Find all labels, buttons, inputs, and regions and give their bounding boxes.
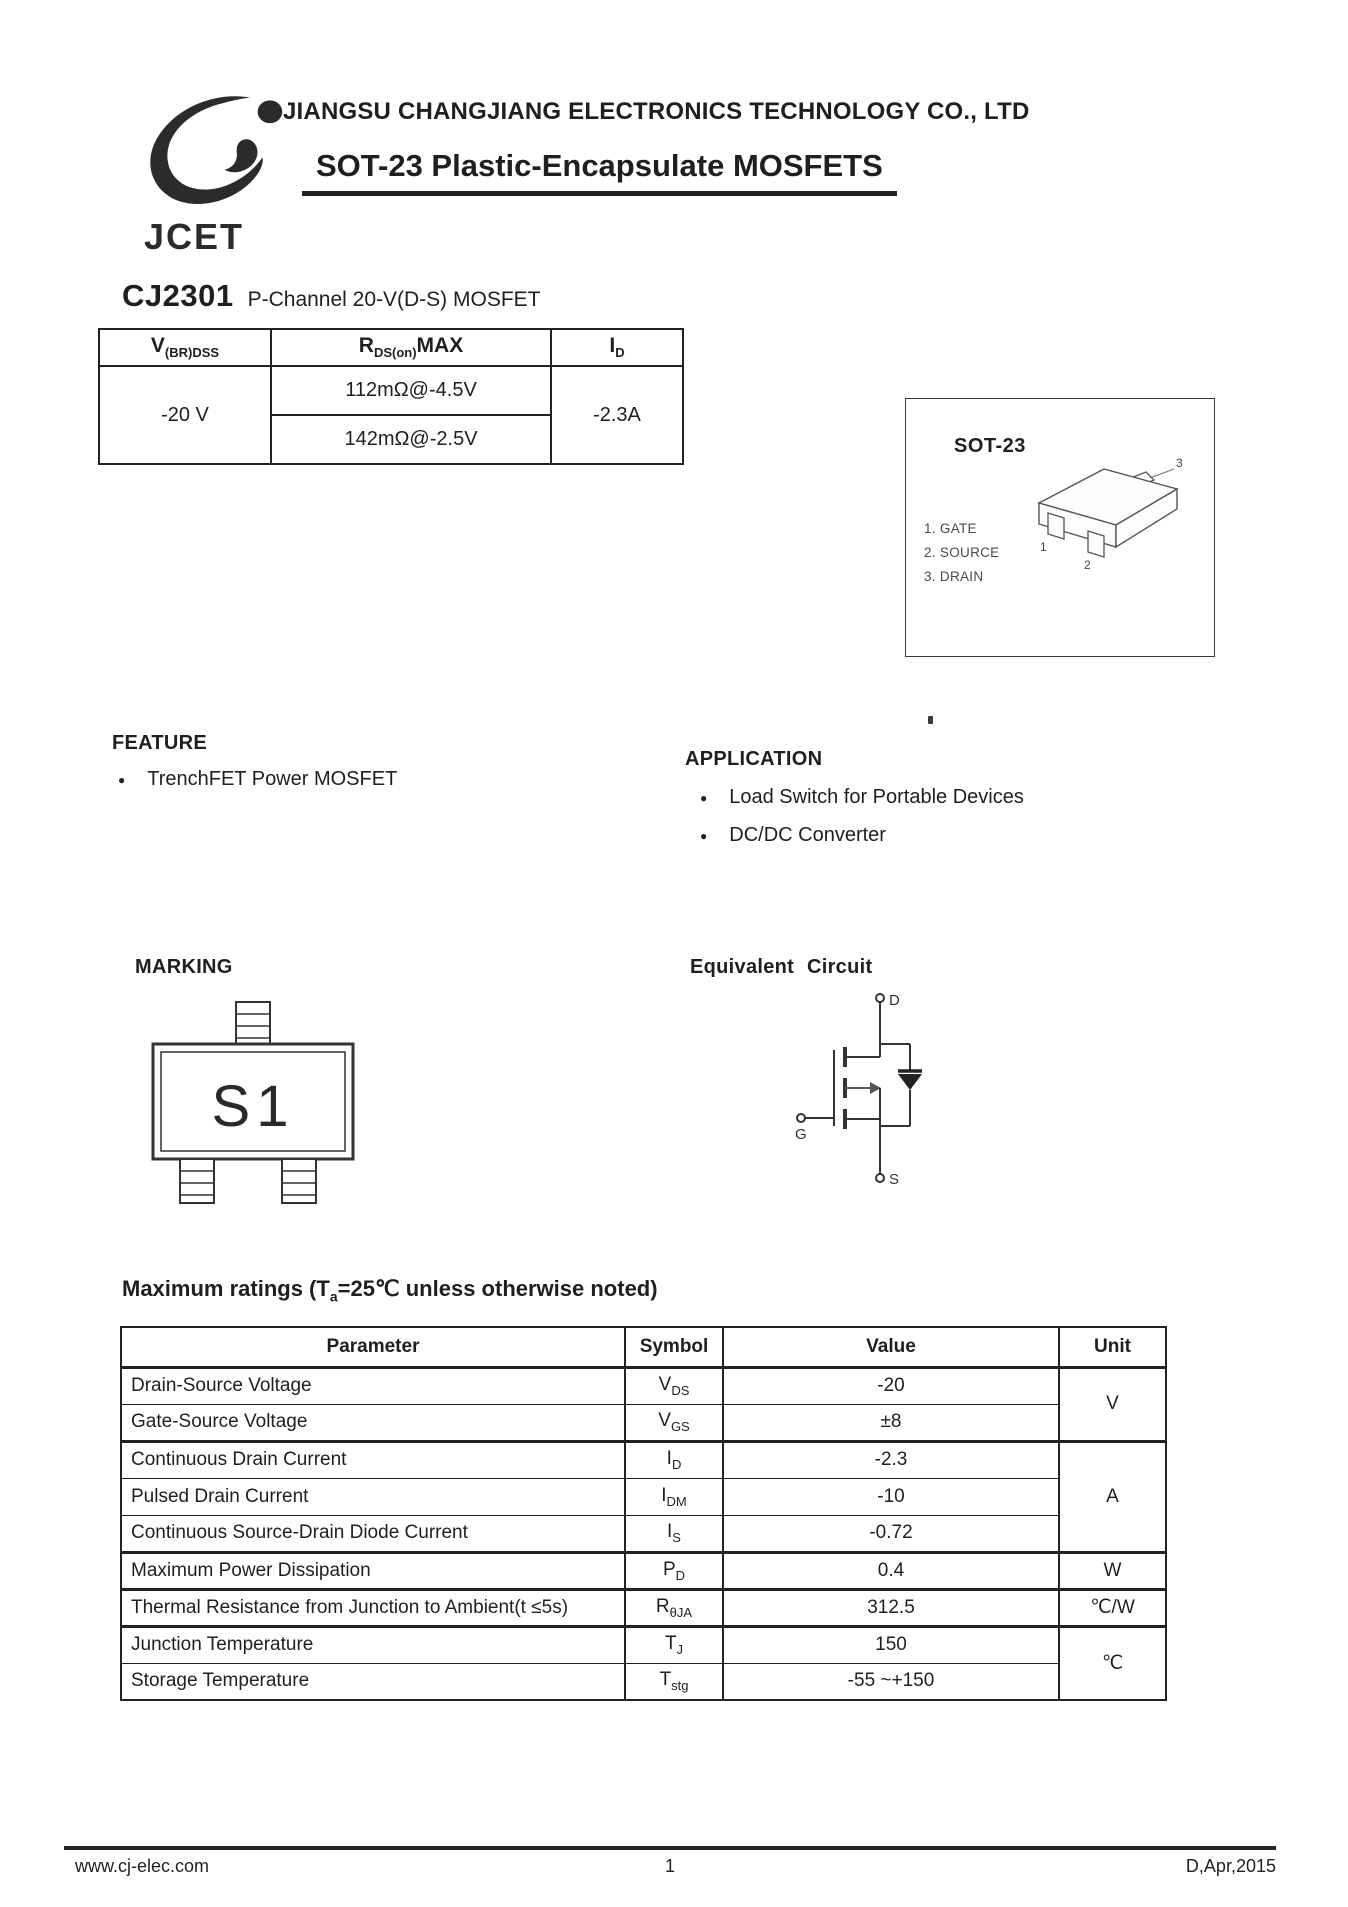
rdson-value-2: 142mΩ@-2.5V	[271, 415, 551, 464]
col-symbol: Symbol	[625, 1327, 723, 1367]
feature-heading: FEATURE	[112, 732, 208, 754]
parameter-cell: Thermal Resistance from Junction to Ambient(t ≤5s)	[121, 1589, 625, 1626]
symbol-cell: $I_D$	[625, 1441, 723, 1478]
document-title: SOT-23 Plastic-Encapsulate MOSFETS	[302, 148, 897, 196]
terminal-d-label: D	[889, 992, 900, 1009]
summary-header-row	[99, 329, 683, 366]
equivalent-circuit-heading: Equivalent Circuit	[690, 956, 873, 978]
pin-number-2: 2	[1084, 558, 1091, 572]
body-diode-icon	[898, 1074, 922, 1090]
symbol-cell: $I_{DM}$	[625, 1478, 723, 1515]
value-cell: 150	[723, 1626, 1059, 1663]
footer	[64, 1856, 1276, 1877]
table-row	[121, 1663, 1166, 1700]
max-ratings-title: Maximum ratings ($T_a=25℃$ unless otherwise noted)	[122, 1276, 658, 1305]
header-rdson-max: $R_{DS(on)}MAX$	[271, 329, 551, 366]
pin-number-1: 1	[1040, 540, 1047, 554]
package-name: SOT-23	[954, 435, 1026, 457]
symbol-cell: $T_{stg}$	[625, 1663, 723, 1700]
table-row	[121, 1589, 1166, 1626]
header-id: $I_D$	[551, 329, 683, 366]
parameter-cell: Pulsed Drain Current	[121, 1478, 625, 1515]
pin-list-source: 2. SOURCE	[924, 545, 1000, 560]
table-row	[121, 1552, 1166, 1589]
part-line	[122, 278, 541, 314]
col-unit: Unit	[1059, 1327, 1166, 1367]
summary-ratings-table	[98, 328, 684, 465]
company-title: JIANGSU CHANGJIANG ELECTRONICS TECHNOLOGY CO., LTD	[283, 98, 1030, 125]
symbol-cell: $I_S$	[625, 1515, 723, 1552]
unit-cell: V	[1059, 1367, 1166, 1441]
max-ratings-header-row	[121, 1327, 1166, 1367]
marking-code: S1	[211, 1074, 295, 1139]
unit-cell: W	[1059, 1552, 1166, 1589]
table-row	[121, 1478, 1166, 1515]
parameter-cell: Maximum Power Dissipation	[121, 1552, 625, 1589]
vbrdss-value: -20 V	[99, 366, 271, 464]
terminal-g-label: G	[795, 1126, 807, 1143]
id-value: -2.3A	[551, 366, 683, 464]
value-cell: -2.3	[723, 1441, 1059, 1478]
parameter-cell: Gate-Source Voltage	[121, 1404, 625, 1441]
value-cell: -10	[723, 1478, 1059, 1515]
value-cell: -20	[723, 1367, 1059, 1404]
logo-text: JCET	[144, 216, 245, 257]
header-vbrdss: $V_{(BR)DSS}$	[99, 329, 271, 366]
jcet-logo-icon	[138, 90, 290, 218]
part-description: P-Channel 20-V(D-S) MOSFET	[247, 288, 541, 311]
value-cell: 312.5	[723, 1589, 1059, 1626]
footer-page-number: 1	[664, 1856, 675, 1876]
symbol-cell: $P_D$	[625, 1552, 723, 1589]
table-row	[121, 1367, 1166, 1404]
symbol-cell: $V_{GS}$	[625, 1404, 723, 1441]
symbol-cell: $R_{\theta JA}$	[625, 1589, 723, 1626]
application-heading: APPLICATION	[685, 748, 823, 770]
parameter-cell: Continuous Source-Drain Diode Current	[121, 1515, 625, 1552]
application-item: ● Load Switch for Portable Devices	[700, 786, 1024, 809]
parameter-cell: Storage Temperature	[121, 1663, 625, 1700]
parameter-cell: Drain-Source Voltage	[121, 1367, 625, 1404]
parameter-cell: Continuous Drain Current	[121, 1441, 625, 1478]
value-cell: -55 ~+150	[723, 1663, 1059, 1700]
value-cell: ±8	[723, 1404, 1059, 1441]
pin-list-drain: 3. DRAIN	[924, 569, 984, 584]
footer-rule	[64, 1846, 1276, 1850]
marking-heading: MARKING	[135, 956, 233, 978]
parameter-cell: Junction Temperature	[121, 1626, 625, 1663]
terminal-s-label: S	[889, 1171, 900, 1188]
summary-row-1	[99, 366, 683, 415]
mosfet-circuit-icon	[785, 986, 960, 1191]
table-row	[121, 1441, 1166, 1478]
table-row	[121, 1626, 1166, 1663]
footer-website: www.cj-elec.com	[75, 1856, 210, 1876]
footer-revision: D,Apr,2015	[1185, 1856, 1276, 1876]
scan-artifact-dot	[928, 716, 933, 724]
rdson-value-1: 112mΩ@-4.5V	[271, 366, 551, 415]
value-cell: 0.4	[723, 1552, 1059, 1589]
sot23-package-drawing-icon	[1024, 451, 1209, 586]
col-parameter: Parameter	[121, 1327, 625, 1367]
marking-package-drawing-icon	[150, 1000, 356, 1206]
pin-list-gate: 1. GATE	[924, 521, 977, 536]
unit-cell: ℃/W	[1059, 1589, 1166, 1626]
max-ratings-table	[120, 1326, 1167, 1701]
package-outline-box	[905, 398, 1215, 657]
value-cell: -0.72	[723, 1515, 1059, 1552]
pin-list	[924, 521, 999, 593]
unit-cell: ℃	[1059, 1626, 1166, 1700]
symbol-cell: $V_{DS}$	[625, 1367, 723, 1404]
part-number: CJ2301	[122, 278, 234, 313]
feature-item: ● TrenchFET Power MOSFET	[118, 768, 397, 791]
col-value: Value	[723, 1327, 1059, 1367]
unit-cell: A	[1059, 1441, 1166, 1552]
logo-dot	[258, 100, 283, 123]
pin-number-3: 3	[1176, 456, 1183, 470]
table-row	[121, 1515, 1166, 1552]
table-row	[121, 1404, 1166, 1441]
application-item: ● DC/DC Converter	[700, 824, 886, 847]
logo-comma	[224, 139, 257, 172]
symbol-cell: $T_J$	[625, 1626, 723, 1663]
